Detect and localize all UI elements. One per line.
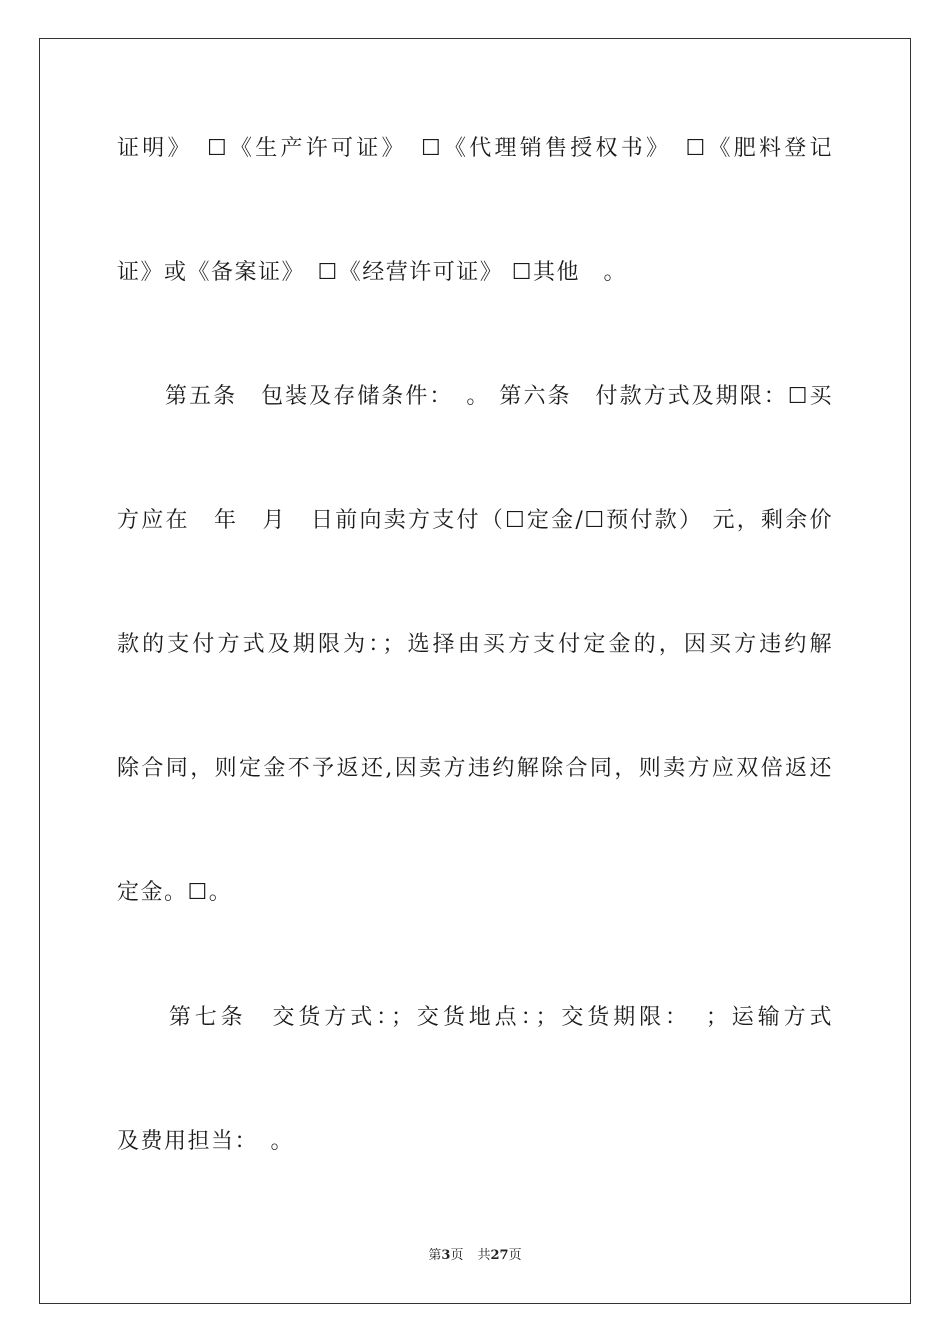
text-line-4: 方应在 年 月 日前向卖方支付（☐定金/☐预付款） 元，剩余价 <box>117 508 833 533</box>
text-line-5: 款的支付方式及期限为：；选择由买方支付定金的，因买方违约解 <box>117 632 833 657</box>
total-unit: 页 <box>508 1248 522 1263</box>
page-border <box>39 38 911 1304</box>
page-current: 3 <box>441 1248 451 1263</box>
total-prefix: 共 <box>477 1248 491 1263</box>
text-line-7: 定金。☐。 <box>117 880 233 905</box>
page-footer <box>0 1247 950 1265</box>
text-line-8: 第七条 交货方式：；交货地点：；交货期限： ；运输方式 <box>117 1005 833 1030</box>
text-line-9: 及费用担当： 。 <box>117 1129 295 1154</box>
page-prefix: 第 <box>428 1248 442 1263</box>
page-total: 27 <box>490 1248 509 1263</box>
text-line-6: 除合同，则定金不予返还,因卖方违约解除合同，则卖方应双倍返还 <box>117 756 833 781</box>
page-unit: 页 <box>450 1248 464 1263</box>
text-line-1: 证明》 ☐《生产许可证》 ☐《代理销售授权书》 ☐《肥料登记 <box>117 136 833 161</box>
text-line-3: 第五条 包装及存储条件： 。 第六条 付款方式及期限：☐买 <box>117 384 833 409</box>
text-line-2: 证》或《备案证》 ☐《经营许可证》 ☐其他 。 <box>117 260 627 285</box>
